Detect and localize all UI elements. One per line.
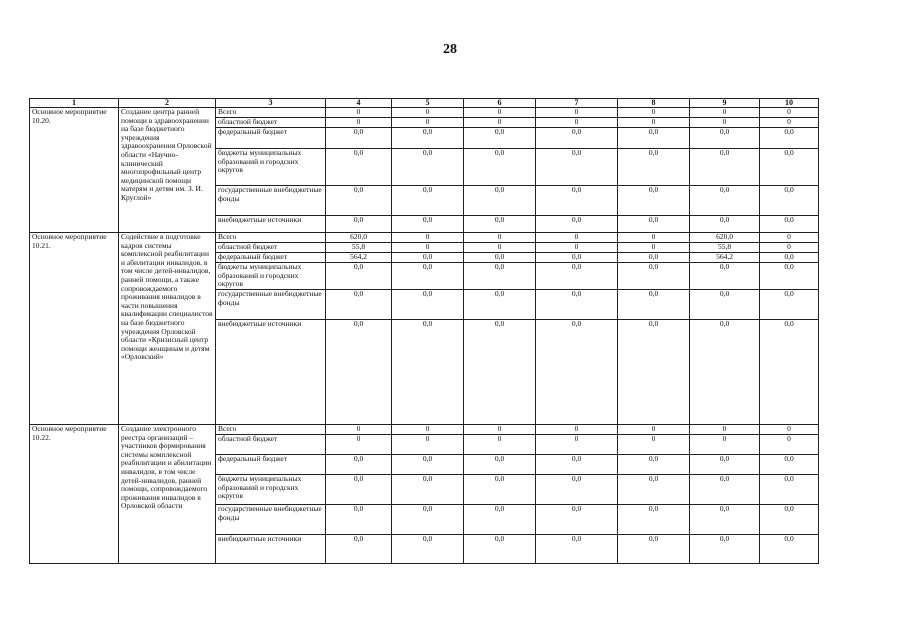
value-cell: 0 [618,118,690,128]
funding-source: областной бюджет [216,435,326,455]
column-header: 5 [392,99,464,108]
column-header: 6 [464,99,536,108]
value-cell: 0,0 [760,290,819,320]
value-cell: 0 [690,425,760,435]
budget-table [29,98,819,564]
value-cell: 0 [760,118,819,128]
value-cell: 0,0 [464,149,536,186]
page-number: 28 [443,42,457,57]
value-cell: 0,0 [326,216,392,233]
value-cell: 0,0 [326,263,392,290]
value-cell: 0 [326,108,392,118]
funding-source: федеральный бюджет [216,253,326,263]
value-cell: 0,0 [536,505,618,535]
value-cell: 0 [464,425,536,435]
value-cell: 0,0 [326,128,392,149]
funding-source: областной бюджет [216,118,326,128]
value-cell: 0,0 [392,455,464,475]
value-cell: 0,0 [464,535,536,564]
value-cell: 0,0 [690,149,760,186]
value-cell: 0,0 [618,505,690,535]
funding-source: внебюджетные источники [216,320,326,425]
column-header: 3 [216,99,326,108]
column-header: 8 [618,99,690,108]
value-cell: 0 [464,435,536,455]
value-cell: 0 [464,108,536,118]
measure-code: Основное мероприятие 10.21. [30,233,119,425]
value-cell: 620,0 [690,233,760,243]
value-cell: 0,0 [536,290,618,320]
value-cell: 0,0 [760,186,819,216]
value-cell: 0,0 [618,290,690,320]
funding-source: областной бюджет [216,243,326,253]
value-cell: 0,0 [760,535,819,564]
measure-description: Содействие в подготовке кадров системы комплексной реабилитации и абилитации инвалидов, в том числе детей-инвалидов, ранней помощи, а также сопровождаемого проживания инвалидов в части повышения квалификации специалистов на базе бюджетного учреждения Орловской области «Кризисный центр помощи женщинам и детям «Орловский» [119,233,216,425]
value-cell: 0 [690,435,760,455]
value-cell: 0 [618,233,690,243]
value-cell: 0 [760,243,819,253]
value-cell: 0,0 [618,263,690,290]
value-cell: 0,0 [618,216,690,233]
value-cell: 0,0 [690,535,760,564]
column-header: 2 [119,99,216,108]
value-cell: 0,0 [326,320,392,425]
value-cell: 0,0 [464,505,536,535]
funding-source: государственные внебюджетные фонды [216,505,326,535]
value-cell: 0,0 [392,505,464,535]
value-cell: 0,0 [690,216,760,233]
value-cell: 0,0 [392,216,464,233]
measure-code: Основное мероприятие 10.22. [30,425,119,564]
value-cell: 0 [392,243,464,253]
value-cell: 564,2 [690,253,760,263]
table-row [30,425,819,435]
value-cell: 0 [536,108,618,118]
value-cell: 0,0 [690,475,760,505]
value-cell: 0,0 [536,535,618,564]
value-cell: 0 [464,233,536,243]
value-cell: 0,0 [464,290,536,320]
value-cell: 0,0 [536,216,618,233]
value-cell: 0,0 [536,253,618,263]
value-cell: 0 [326,118,392,128]
value-cell: 0 [760,108,819,118]
funding-source: Всего [216,425,326,435]
value-cell: 0,0 [760,263,819,290]
value-cell: 0 [618,108,690,118]
funding-source: Всего [216,108,326,118]
value-cell: 0,0 [536,128,618,149]
value-cell: 0 [618,435,690,455]
value-cell: 0,0 [392,475,464,505]
value-cell: 0 [392,425,464,435]
value-cell: 0,0 [690,505,760,535]
header-row [30,99,819,108]
funding-source: федеральный бюджет [216,455,326,475]
value-cell: 0 [618,243,690,253]
value-cell: 0,0 [464,186,536,216]
value-cell: 0 [536,243,618,253]
value-cell: 0,0 [326,149,392,186]
value-cell: 0,0 [760,475,819,505]
value-cell: 0,0 [536,186,618,216]
column-header: 7 [536,99,618,108]
value-cell: 55,8 [690,243,760,253]
value-cell: 0,0 [326,475,392,505]
column-header: 4 [326,99,392,108]
funding-source: бюджеты муниципальных образований и городских округов [216,475,326,505]
column-header: 10 [760,99,819,108]
value-cell: 0,0 [392,128,464,149]
measure-description: Создание электронного реестра организаций – участников формирования системы комплексной реабилитации и абилитации инвалидов, в том числе детей-инвалидов, ранней помощи, сопровождаемого проживания инвалидов в Орловской области [119,425,216,564]
value-cell: 0,0 [618,535,690,564]
value-cell: 0,0 [326,455,392,475]
funding-source: федеральный бюджет [216,128,326,149]
value-cell: 0 [690,118,760,128]
value-cell: 0,0 [536,455,618,475]
funding-source: внебюджетные источники [216,216,326,233]
value-cell: 0,0 [536,475,618,505]
value-cell: 0,0 [618,455,690,475]
value-cell: 0,0 [392,290,464,320]
value-cell: 0,0 [392,535,464,564]
value-cell: 0,0 [464,320,536,425]
funding-source: государственные внебюджетные фонды [216,290,326,320]
value-cell: 0,0 [690,263,760,290]
value-cell: 620,0 [326,233,392,243]
value-cell: 0,0 [392,263,464,290]
value-cell: 0,0 [760,505,819,535]
value-cell: 0,0 [326,505,392,535]
value-cell: 0 [392,435,464,455]
value-cell: 0,0 [690,290,760,320]
value-cell: 0,0 [760,320,819,425]
value-cell: 0 [392,118,464,128]
funding-source: бюджеты муниципальных образований и городских округов [216,263,326,290]
value-cell: 0 [326,435,392,455]
value-cell: 0,0 [326,290,392,320]
value-cell: 0 [464,243,536,253]
value-cell: 0,0 [690,455,760,475]
value-cell: 0,0 [760,149,819,186]
column-header: 9 [690,99,760,108]
value-cell: 0,0 [392,149,464,186]
value-cell: 0,0 [326,535,392,564]
value-cell: 0,0 [536,320,618,425]
value-cell: 0,0 [464,128,536,149]
value-cell: 0,0 [690,320,760,425]
value-cell: 0,0 [618,475,690,505]
value-cell: 0,0 [690,186,760,216]
value-cell: 0,0 [536,149,618,186]
value-cell: 0 [618,425,690,435]
value-cell: 0 [690,108,760,118]
value-cell: 0,0 [760,455,819,475]
value-cell: 0 [760,233,819,243]
value-cell: 0 [536,233,618,243]
value-cell: 564,2 [326,253,392,263]
value-cell: 0,0 [392,186,464,216]
value-cell: 0 [464,118,536,128]
funding-source: государственные внебюджетные фонды [216,186,326,216]
value-cell: 0 [760,425,819,435]
value-cell: 0,0 [760,253,819,263]
value-cell: 0,0 [464,455,536,475]
value-cell: 0,0 [392,320,464,425]
value-cell: 0,0 [464,216,536,233]
measure-code: Основное мероприятие 10.20. [30,108,119,233]
value-cell: 0 [326,425,392,435]
value-cell: 0 [536,118,618,128]
value-cell: 0,0 [464,475,536,505]
value-cell: 0,0 [392,253,464,263]
value-cell: 0,0 [618,128,690,149]
table-row [30,233,819,243]
column-header: 1 [30,99,119,108]
value-cell: 0,0 [690,128,760,149]
table-row [30,108,819,118]
value-cell: 0,0 [464,263,536,290]
funding-source: Всего [216,233,326,243]
funding-source: бюджеты муниципальных образований и городских округов [216,149,326,186]
value-cell: 0,0 [536,263,618,290]
value-cell: 0,0 [464,253,536,263]
value-cell: 55,8 [326,243,392,253]
value-cell: 0,0 [618,149,690,186]
value-cell: 0 [536,435,618,455]
value-cell: 0,0 [760,216,819,233]
funding-source: внебюджетные источники [216,535,326,564]
value-cell: 0,0 [618,253,690,263]
value-cell: 0 [392,233,464,243]
value-cell: 0 [536,425,618,435]
value-cell: 0,0 [618,320,690,425]
value-cell: 0 [760,435,819,455]
value-cell: 0 [392,108,464,118]
value-cell: 0,0 [760,128,819,149]
value-cell: 0,0 [326,186,392,216]
value-cell: 0,0 [618,186,690,216]
measure-description: Создание центра ранней помощи в здравоохранении на базе бюджетного учреждения здравоохранения Орловской области «Научно-клинический многопрофильный центр медицинской помощи матерям и детям им. З. И. Круглой» [119,108,216,233]
